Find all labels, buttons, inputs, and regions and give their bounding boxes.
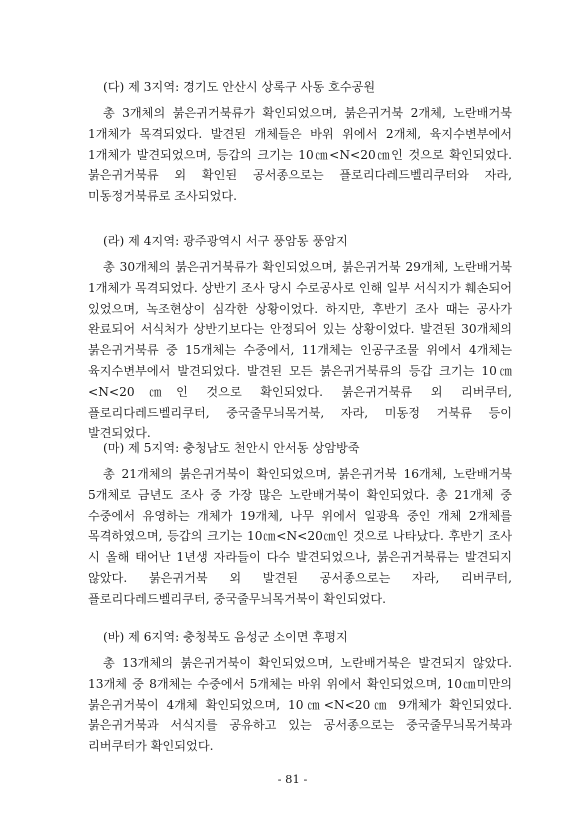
section-region-6 (88, 628, 512, 757)
section-paragraph: 총 30개체의 붉은귀거북류가 확인되었으며, 붉은귀거북 29개체, 노란배거북 1개체가 목격되었다. 상반기 조사 당시 수로공사로 인해 일부 서식지가 훼손되어 있었으며, 녹조현상이 심각한 상황이었다. 하지만, 후반기 조사 때는 공사가 완료되어 서식처가 상반기보다는 안정되어 있는 상황이었다. 발견된 30개체의 붉은귀거북류 중 15개체는 수중에서, 11개체는 인공구조물 위에서 4개체는 육지수변부에서 발견되었다. 발견된 모든 붉은귀거북류의 등갑 크기는 10㎝<N<20㎝인 것으로 확인되었다. 붉은귀거북류 외 리버쿠터, 플로리다레드벨리쿠터, 중국줄무늬목거북, 자라, 미동정 거북류 등이 발견되었다. (88, 260, 512, 441)
section-region-4 (88, 232, 512, 444)
section-heading: (다) 제 3지역: 경기도 안산시 상록구 사동 호수공원 (103, 80, 376, 94)
section-paragraph: 총 21개체의 붉은귀거북이 확인되었으며, 붉은귀거북 16개체, 노란배거북 5개체로 금년도 조사 중 가장 많은 노란배거북이 확인되었다. 총 21개체 중 수중에서 유영하는 개체가 19개체, 나무 위에서 일광욕 중인 개체 2개체를 목격하였으며, 등갑의 크기는 10㎝<N<20㎝인 것으로 나타났다. 후반기 조사 시 올해 태어난 1년생 자라들이 다수 발견되었으나, 붉은귀거북류는 발견되지 않았다. 붉은귀거북 외 발견된 공서종으로는 자라, 리버쿠터, 플로리다레드벨리쿠터, 중국줄무늬목거북이 확인되었다. (88, 467, 512, 606)
section-heading: (라) 제 4지역: 광주광역시 서구 풍암동 풍암지 (103, 234, 348, 248)
section-region-5 (88, 439, 512, 610)
page-number: - 81 - (277, 772, 308, 786)
section-paragraph: 총 3개체의 붉은귀거북류가 확인되었으며, 붉은귀거북 2개체, 노란배거북 1개체가 목격되었다. 발견된 개체들은 바위 위에서 2개체, 육지수변부에서 1개체가 발견되었으며, 등갑의 크기는 10㎝<N<20㎝인 것으로 확인되었다. 붉은귀거북류 외 확인된 공서종으로는 플로리다레드벨리쿠터와 자라, 미동정거북류로 조사되었다. (88, 106, 512, 204)
section-heading: (바) 제 6지역: 충청북도 음성군 소이면 후평지 (103, 630, 348, 644)
section-heading: (마) 제 5지역: 충청남도 천안시 안서동 상암방죽 (103, 441, 360, 455)
section-paragraph: 총 13개체의 붉은귀거북이 확인되었으며, 노란배거북은 발견되지 않았다. 13개체 중 8개체는 수중에서 5개체는 바위 위에서 확인되었으며, 10㎝미만의 붉은귀거북이 4개체 확인되었으며, 10㎝<N<20㎝ 9개체가 확인되었다. 붉은귀거북과 서식지를 공유하고 있는 공서종으로는 중국줄무늬목거북과 리버쿠터가 확인되었다. (88, 656, 512, 754)
section-region-3 (88, 78, 512, 207)
